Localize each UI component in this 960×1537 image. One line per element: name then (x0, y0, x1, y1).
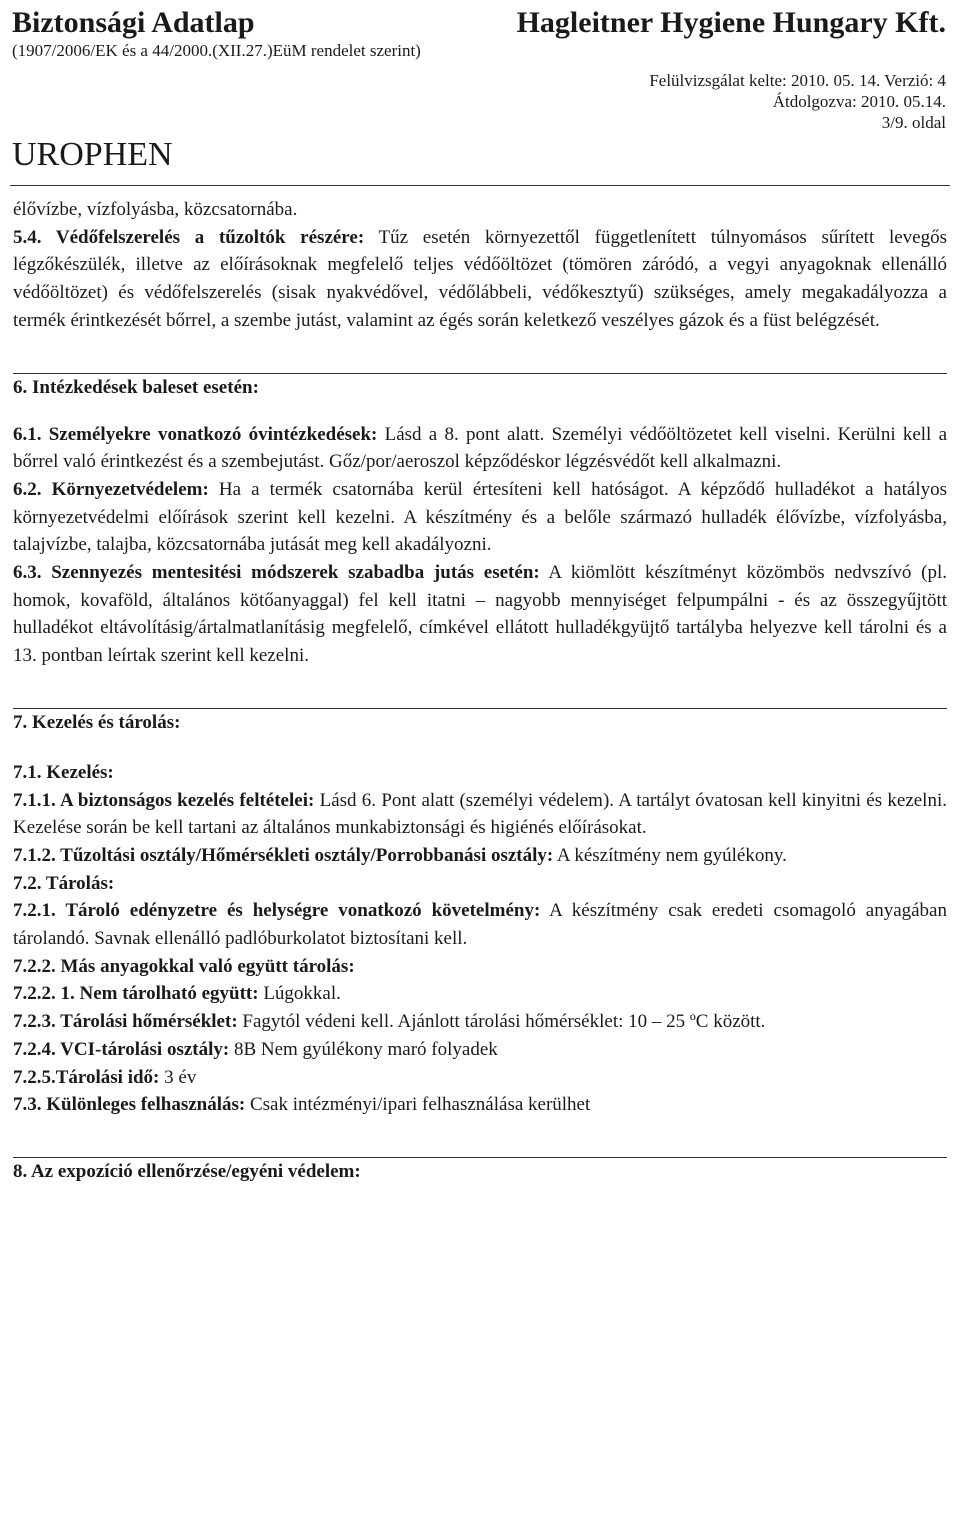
review-date: Felülvizsgálat kelte: 2010. 05. 14. Verzió: 4 (649, 71, 946, 90)
section-6-3 (13, 559, 947, 670)
section-7-1-2-text: A készítmény nem gyúlékony. (553, 844, 787, 866)
section-7-2-4 (13, 1036, 947, 1064)
section-5-4 (13, 224, 947, 335)
section-7-3-label: 7.3. Különleges felhasználás: (13, 1094, 246, 1116)
section-7-2-1-text: A készítmény csak eredeti csomagoló anyagában tárolandó. Savnak ellenálló padlóburkolatot biztosítani kell. (13, 900, 947, 950)
section-7-2-5-label: 7.2.5.Tárolási idő: (13, 1066, 160, 1088)
section-7-2 (13, 870, 947, 898)
section-6-1-label: 6.1. Személyekre vonatkozó óvintézkedések: (13, 423, 378, 445)
section-6-2-text: Ha a termék csatornába kerül értesíteni kell hatóságot. A képződő hulladékot a hatályos környezetvédelmi előírások szerint kell kezelni. A készítmény és a belőle származó hulladék élővízbe, vízfolyásba, talajvízbe, talajba, közcsatornába jutását meg kell akadályozni. (13, 478, 947, 556)
section-7-2-2-1-text: Lúgokkal. (258, 983, 341, 1005)
document-body (13, 196, 947, 1185)
section-7-2-2 (13, 953, 947, 981)
product-name: UROPHEN (12, 136, 173, 173)
section-7-2-3-text: Fagytól védeni kell. Ajánlott tárolási hőmérséklet: 10 – 25 ºC között. (237, 1011, 766, 1033)
header-divider (10, 185, 950, 186)
section-6-2 (13, 476, 947, 559)
header-left (12, 6, 421, 61)
section-7-3 (13, 1091, 947, 1119)
section-7-2-2-1-label: 7.2.2. 1. Nem tárolható együtt: (13, 983, 259, 1005)
company-name: Hagleitner Hygiene Hungary Kft. (516, 6, 946, 39)
section-7-2-1-label: 7.2.1. Tároló edényzetre és helységre vonatkozó követelmény: (13, 900, 541, 922)
section-7-2-3-label: 7.2.3. Tárolási hőmérséklet: (13, 1011, 238, 1033)
section-7-1-2-label: 7.1.2. Tűzoltási osztály/Hőmérsékleti osztály/Porrobbanási osztály: (13, 844, 554, 866)
section-7-2-2-1 (13, 980, 947, 1008)
section-7-2-label: 7.2. Tárolás: (13, 872, 115, 894)
section-6-3-label: 6.3. Szennyezés mentesitési módszerek szabadba jutás esetén: (13, 562, 540, 584)
revised-date: Átdolgozva: 2010. 05.14. (772, 92, 946, 111)
section-7-1-2 (13, 842, 947, 870)
section-7-1-1-text: Lásd 6. Pont alatt (személyi védelem). A tartályt óvatosan kell kinyitni és kezelni. Kezelése során be kell tartani az általános munkabiztonsági és higiénés előírásokat. (13, 789, 947, 839)
section-5-4-label: 5.4. Védőfelszerelés a tűzoltók részére: (13, 226, 365, 248)
header-right (517, 6, 946, 133)
section-7-2-4-text: 8B Nem gyúlékony maró folyadek (229, 1038, 498, 1060)
section-7-1 (13, 759, 947, 787)
section-8-heading: 8. Az expozíció ellenőrzése/egyéni védelem: (13, 1157, 947, 1185)
section-6-1-text: Lásd a 8. pont alatt. Személyi védőöltözetet kell viselni. Kerülni kell a bőrrel való érintkezést és a szembejutást. Gőz/por/aeroszol képződéskor légzésvédőt kell alkalmazni. (13, 423, 948, 473)
section-7-1-1-label: 7.1.1. A biztonságos kezelés feltételei: (13, 789, 315, 811)
section-7-2-2-label: 7.2.2. Más anyagokkal való együtt tárolás: (13, 955, 355, 977)
section-7-heading: 7. Kezelés és tárolás: (13, 708, 947, 736)
section-7-2-3 (13, 1008, 947, 1036)
section-7-1-1 (13, 787, 947, 842)
section-6-2-label: 6.2. Környezetvédelem: (13, 478, 209, 500)
section-5-4-text: Tűz esetén környezettől függetlenített túlnyomásos sűrített levegős légzőkészülék, illetve az előírásoknak megfelelő teljes védőöltözet (tömören záródó, a vegyi anyagoknak ellenálló védőöltözet) és védőfelszerelés (sisak nyakvédővel, védőlábbeli, védőkesztyű) szükséges, amely megakadályozza a termék érintkezését bőrrel, a szembe jutást, valamint az égés során keletkező veszélyes gázok és a füst belégzését. (13, 226, 947, 331)
page-number: 3/9. oldal (881, 113, 946, 132)
section-6-1 (13, 421, 947, 476)
section-6-3-text: A kiömlött készítményt közömbös nedvszívó (pl. homok, kovaföld, általános kötőanyaggal) fel kell itatni – nagyobb mennyiséget felpumpálni - és az összegyűjtött hulladékot eltávolításig/ártalmatlanításig megfelelő, címkével ellátott hulladékgyüjtő tartályba helyezve kell tárolni és a 13. pontban leírtak szerint kell kezelni. (13, 562, 947, 667)
section-7-2-5-text: 3 év (159, 1066, 197, 1088)
section-7-2-5 (13, 1064, 947, 1092)
section-7-1-label: 7.1. Kezelés: (13, 761, 114, 783)
regulation-reference: (1907/2006/EK és a 44/2000.(XII.27.)EüM rendelet szerint) (12, 41, 421, 60)
document-title: Biztonsági Adatlap (12, 6, 255, 39)
continuation-line: élővízbe, vízfolyásba, közcsatornába. (13, 199, 298, 220)
section-7-2-4-label: 7.2.4. VCI-tárolási osztály: (13, 1038, 230, 1060)
section-7-3-text: Csak intézményi/ipari felhasználása kerülhet (245, 1094, 591, 1116)
section-7-2-1 (13, 897, 947, 952)
section-6-heading: 6. Intézkedések baleset esetén: (13, 373, 947, 401)
